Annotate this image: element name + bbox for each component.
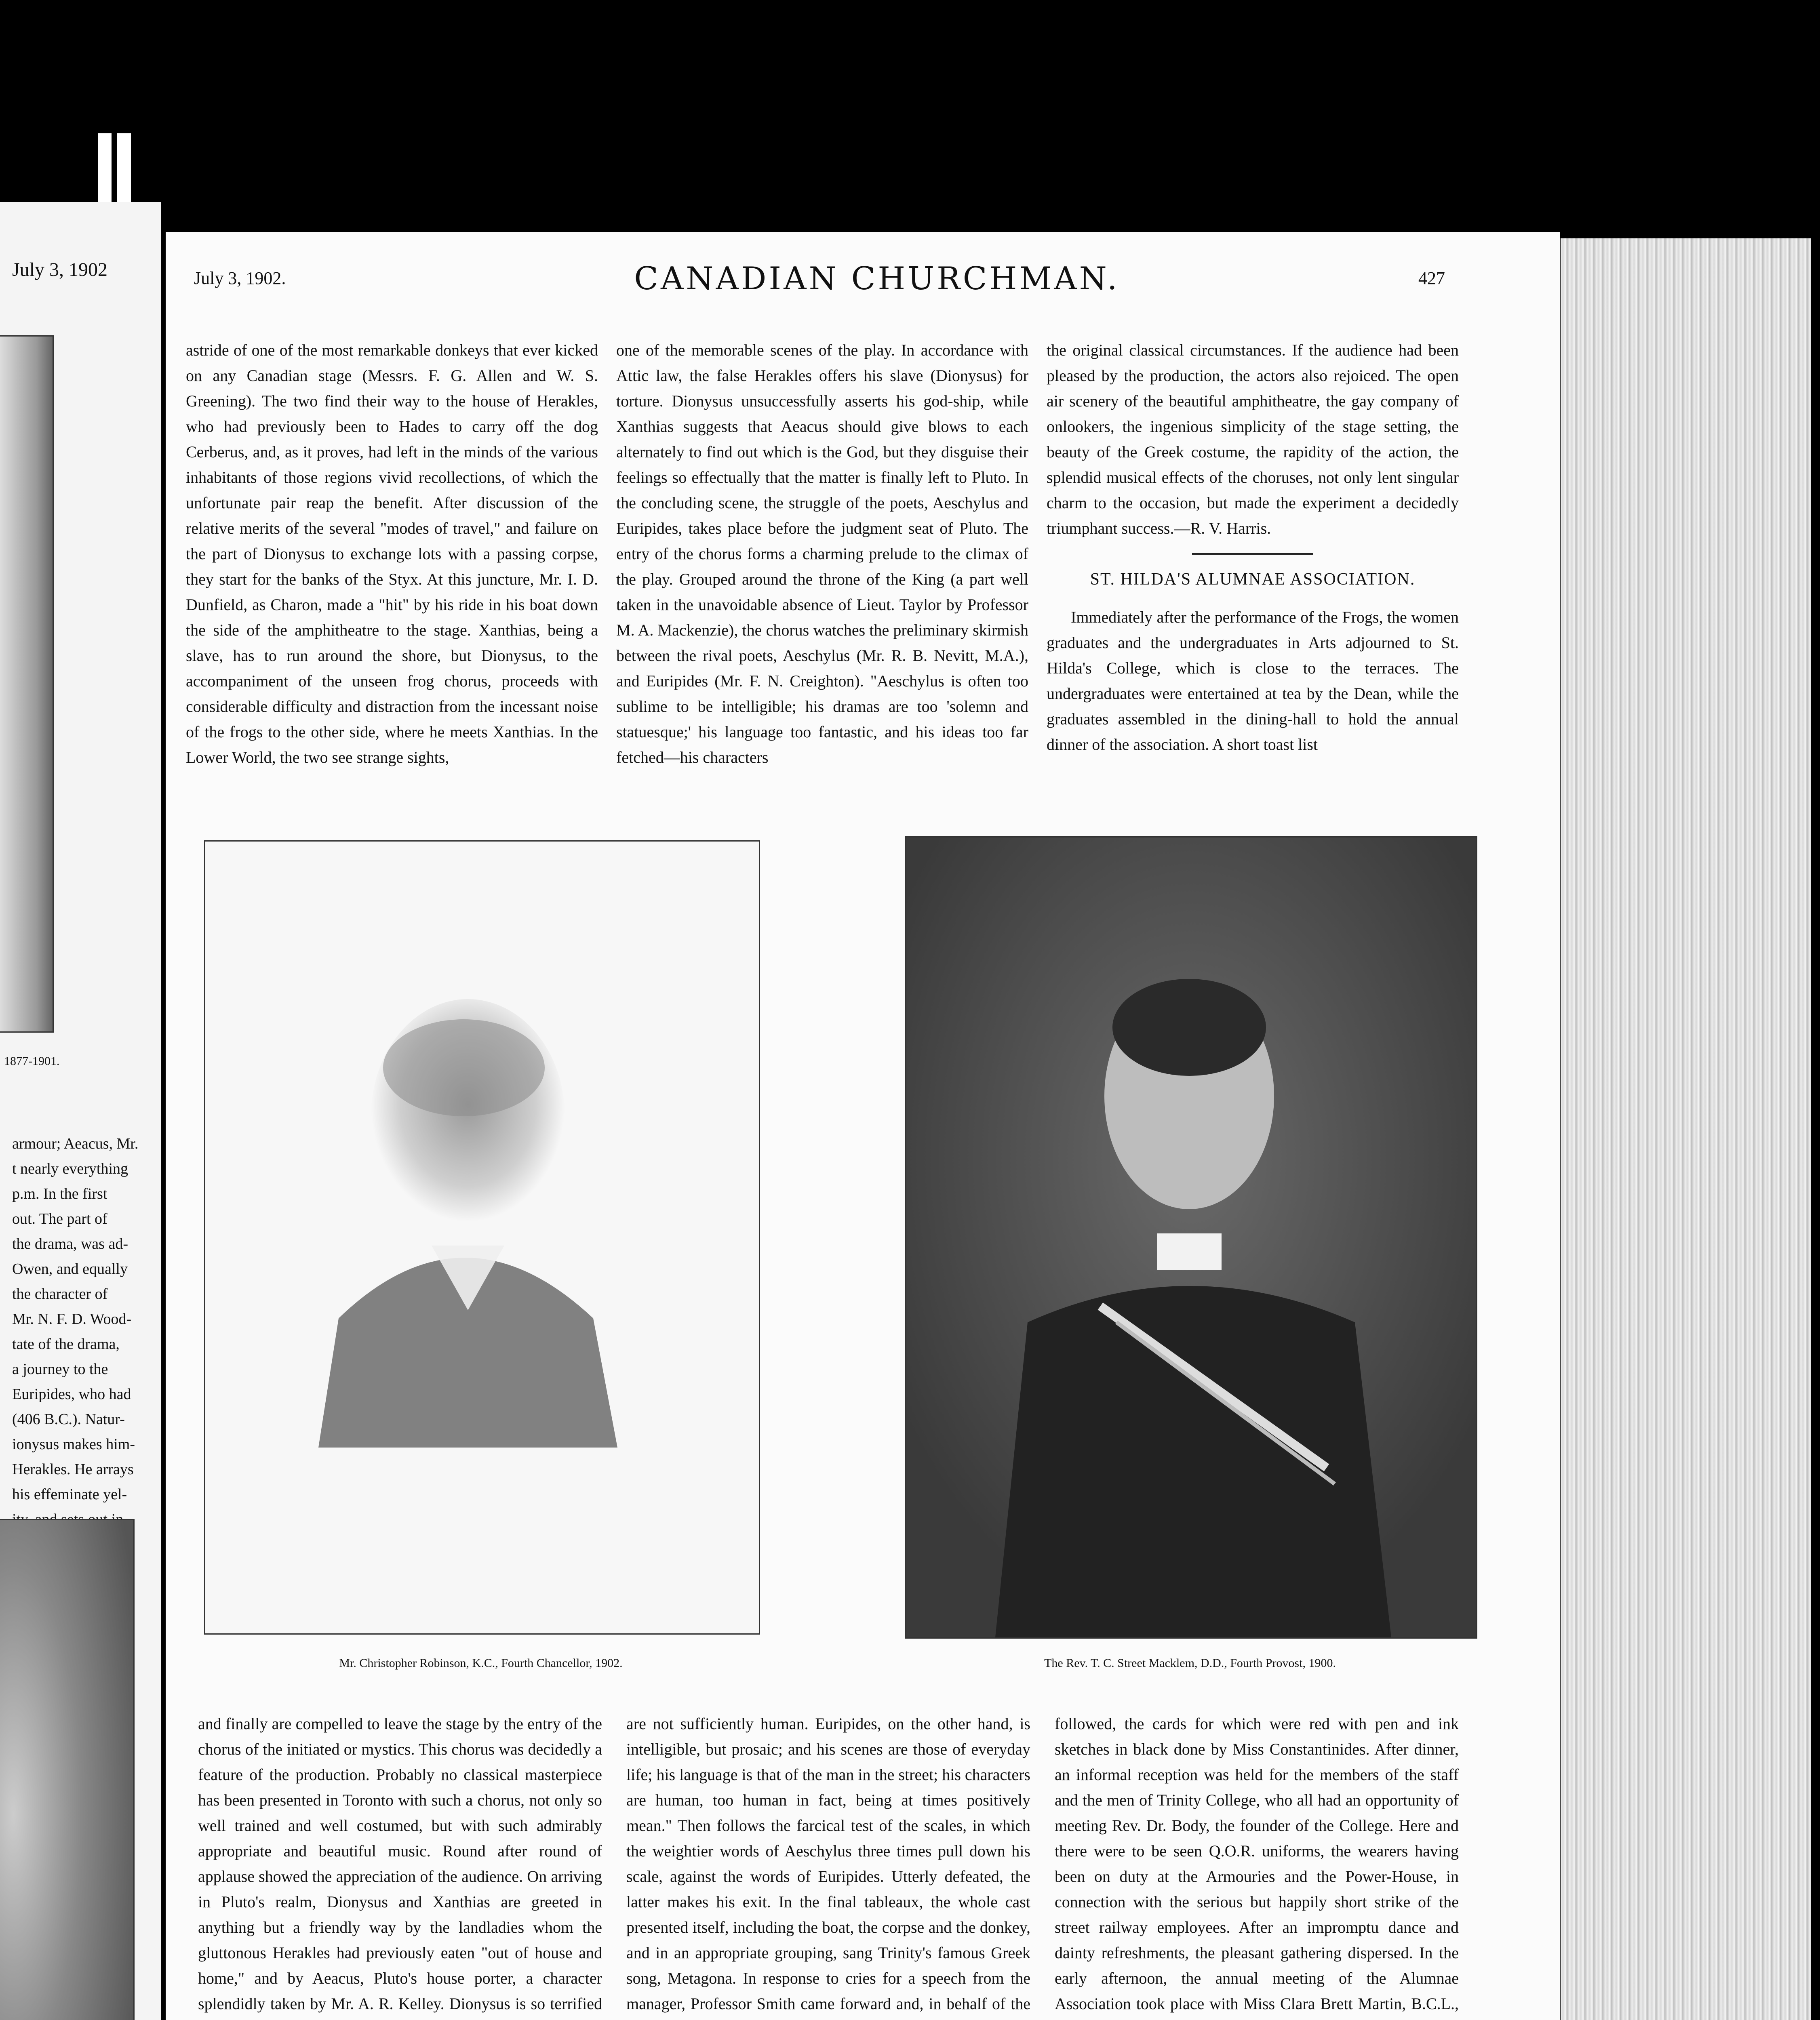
- left-page-line: p.m. In the first: [12, 1185, 107, 1202]
- left-page-line: his effeminate yel-: [12, 1486, 127, 1503]
- caption-chancellor: Mr. Christopher Robinson, K.C., Fourth Chancellor, 1902.: [339, 1656, 623, 1670]
- top-column-3-text: the original classical circumstances. If the audience had been pleased by the production, the actors also rejoiced. The open air scenery of the beautiful amphitheatre, the gay company of onlookers, the ingenious simplicity of the stage setting, the beauty of the Greek costume, the rapidity of the action, the splendid musical effects of the choruses, not only lent singular charm to the occasion, but made the experiment a decidedly triumphant success.—R. V. Harris.: [1047, 341, 1459, 537]
- left-page-line: ionysus makes him-: [12, 1436, 135, 1453]
- left-page-line: out. The part of: [12, 1210, 107, 1227]
- left-page-photo-bottom: [0, 1519, 135, 2020]
- bottom-column-1: [198, 1711, 602, 2020]
- left-page-line: tate of the drama,: [12, 1336, 120, 1353]
- film-mark-top-1: [98, 133, 112, 210]
- left-page-line: Herakles. He arrays: [12, 1461, 134, 1478]
- header-date: July 3, 1902.: [194, 268, 286, 288]
- bottom-column-2-text: are not sufficiently human. Euripides, on the other hand, is intelligible, but prosaic; and his scenes are those of everyday life; his language is that of the man in the street; his characters are human, too human in fact, being at times positively mean." Then follows the farcical test of the scales, in which the weightier words of Aeschylus three times pull down his scale, against the words of Euripides. Utterly defeated, the latter makes his exit. In the final tableaux, the whole cast presented itself, including the boat, the corpse and the donkey, and in an appropriate grouping, sang Trinity's famous Greek song, Metagona. In response to cries for a speech from the manager, Professor Smith came forward and, in behalf of the: [626, 1715, 1030, 2013]
- left-page-line: a journey to the: [12, 1361, 108, 1378]
- bottom-column-2: [626, 1711, 1030, 2020]
- left-page-line: Euripides, who had: [12, 1386, 131, 1403]
- left-page-line: t nearly everything: [12, 1160, 128, 1177]
- portrait-photo-provost: [905, 836, 1477, 1639]
- left-page-caption-top: 1877-1901.: [4, 1054, 60, 1068]
- portrait-chancellor-illustration: [205, 842, 759, 1633]
- left-page-photo-top: [0, 335, 54, 1033]
- top-column-1: [186, 337, 598, 770]
- left-page-text: [12, 1131, 150, 1557]
- newspaper-page: [166, 232, 1560, 2020]
- portrait-provost-illustration: [906, 837, 1476, 1637]
- top-column-1-text: astride of one of the most remarkable donkeys that ever kicked on any Canadian stage (Messrs. F. G. Allen and W. S. Greening). The two find their way to the house of Herakles, who had previously been to Hades to carry off the dog Cerberus, and, as it proves, had left in the minds of the various inhabitants of those regions vivid recollections, of which the unfortunate pair reap the benefit. After discussion of the relative merits of the several "modes of travel," and failure on the part of Dionysus to exchange lots with a passing corpse, they start for the banks of the Styx. At this juncture, Mr. I. D. Dunfield, as Charon, made a "hit" by his ride in his boat down the side of the amphitheatre to the stage. Xanthias, being a slave, has to run around the shore, but Dionysus, to the accompaniment of the unseen frog chorus, proceeds with considerable difficulty and distraction from the incessant noise of the frogs to the other side, where he meets Xanthias. In the Lower World, the two see strange sights,: [186, 341, 598, 766]
- section-rule: [1192, 553, 1313, 555]
- portrait-photo-chancellor: [204, 840, 760, 1635]
- top-column-3: [1047, 337, 1459, 757]
- film-mark-top-2: [117, 133, 131, 210]
- left-page-line: Mr. N. F. D. Wood-: [12, 1311, 132, 1328]
- left-facing-page: [0, 202, 161, 2020]
- left-page-line: (406 B.C.). Natur-: [12, 1411, 125, 1428]
- bottom-column-3-text: followed, the cards for which were red with pen and ink sketches in black done by Miss Constantinides. After dinner, an informal reception was held for the members of the staff and the men of Trinity College, who all had an opportunity of meeting Rev. Dr. Body, the founder of the College. Here and there were to be seen Q.O.R. uniforms, the wearers having been on duty at the Armouries and the Power-House, in connection with the serious but happily short strike of the street railway employees. After an impromptu dance and dainty refreshments, the pleasant gathering dispersed. In the early afternoon, the annual meeting of the Alumnae Association took place with Miss Clara Brett Martin, B.C.L.,: [1055, 1715, 1459, 2013]
- section-title: ST. HILDA'S ALUMNAE ASSOCIATION.: [1090, 570, 1416, 589]
- left-page-date: July 3, 1902: [12, 259, 108, 280]
- left-page-line: the character of: [12, 1286, 108, 1302]
- masthead-title: CANADIAN CHURCHMAN.: [634, 261, 1120, 297]
- section-text: Immediately after the performance of the Frogs, the women graduates and the undergraduates in Arts adjourned to St. Hilda's College, which is close to the terraces. The undergraduates were entertained at tea by the Dean, while the graduates assembled in the dining-hall to hold the annual dinner of the association. A short toast list: [1047, 608, 1459, 753]
- page-number: 427: [1418, 268, 1445, 288]
- left-page-line: the drama, was ad-: [12, 1235, 128, 1252]
- book-page-edges: [1561, 238, 1811, 2020]
- top-column-2: [616, 337, 1028, 770]
- top-column-2-text: one of the memorable scenes of the play. In accordance with Attic law, the false Herakles offers his slave (Dionysus) for torture. Dionysus unsuccessfully asserts his god-ship, while Xanthias suggests that Aeacus should give blows to each alternately to find out which is the God, but they disguise their feelings so effectually that the matter is finally left to Pluto. In the concluding scene, the struggle of the poets, Aeschylus and Euripides, takes place before the judgment seat of Pluto. The entry of the chorus forms a charming prelude to the climax of the play. Grouped around the throne of the King (a part well taken in the unavoidable absence of Lieut. Taylor by Professor M. A. Mackenzie), the chorus watches the preliminary skirmish between the rival poets, Aeschylus (Mr. R. B. Nevitt, M.A.), and Euripides (Mr. F. N. Creighton). "Aeschylus is often too sublime to be intelligible; his dramas are too 'solemn and statuesque;' his language too fantastic, and his ideas too far fetched—his characters: [616, 341, 1028, 766]
- caption-provost: The Rev. T. C. Street Macklem, D.D., Fourth Provost, 1900.: [1044, 1656, 1336, 1670]
- left-page-line: armour; Aeacus, Mr.: [12, 1135, 139, 1152]
- left-page-line: Owen, and equally: [12, 1260, 128, 1277]
- bottom-column-1-text: and finally are compelled to leave the stage by the entry of the chorus of the initiated or mystics. This chorus was decidedly a feature of the production. Probably no classical masterpiece has been presented in Toronto with such a chorus, not only so well trained and well costumed, but with such admirably appropriate and beautiful music. Round after round of applause showed the appreciation of the audience. On arriving in Pluto's realm, Dionysus and Xanthias are greeted in anything but a friendly way by the landladies whom the gluttonous Herakles had previously eaten "out of house and home," and by Aeacus, Pluto's house porter, a character splendidly taken by Mr. A. R. Kelley. Dionysus is so terrified: [198, 1715, 602, 2013]
- bottom-column-3: [1055, 1711, 1459, 2020]
